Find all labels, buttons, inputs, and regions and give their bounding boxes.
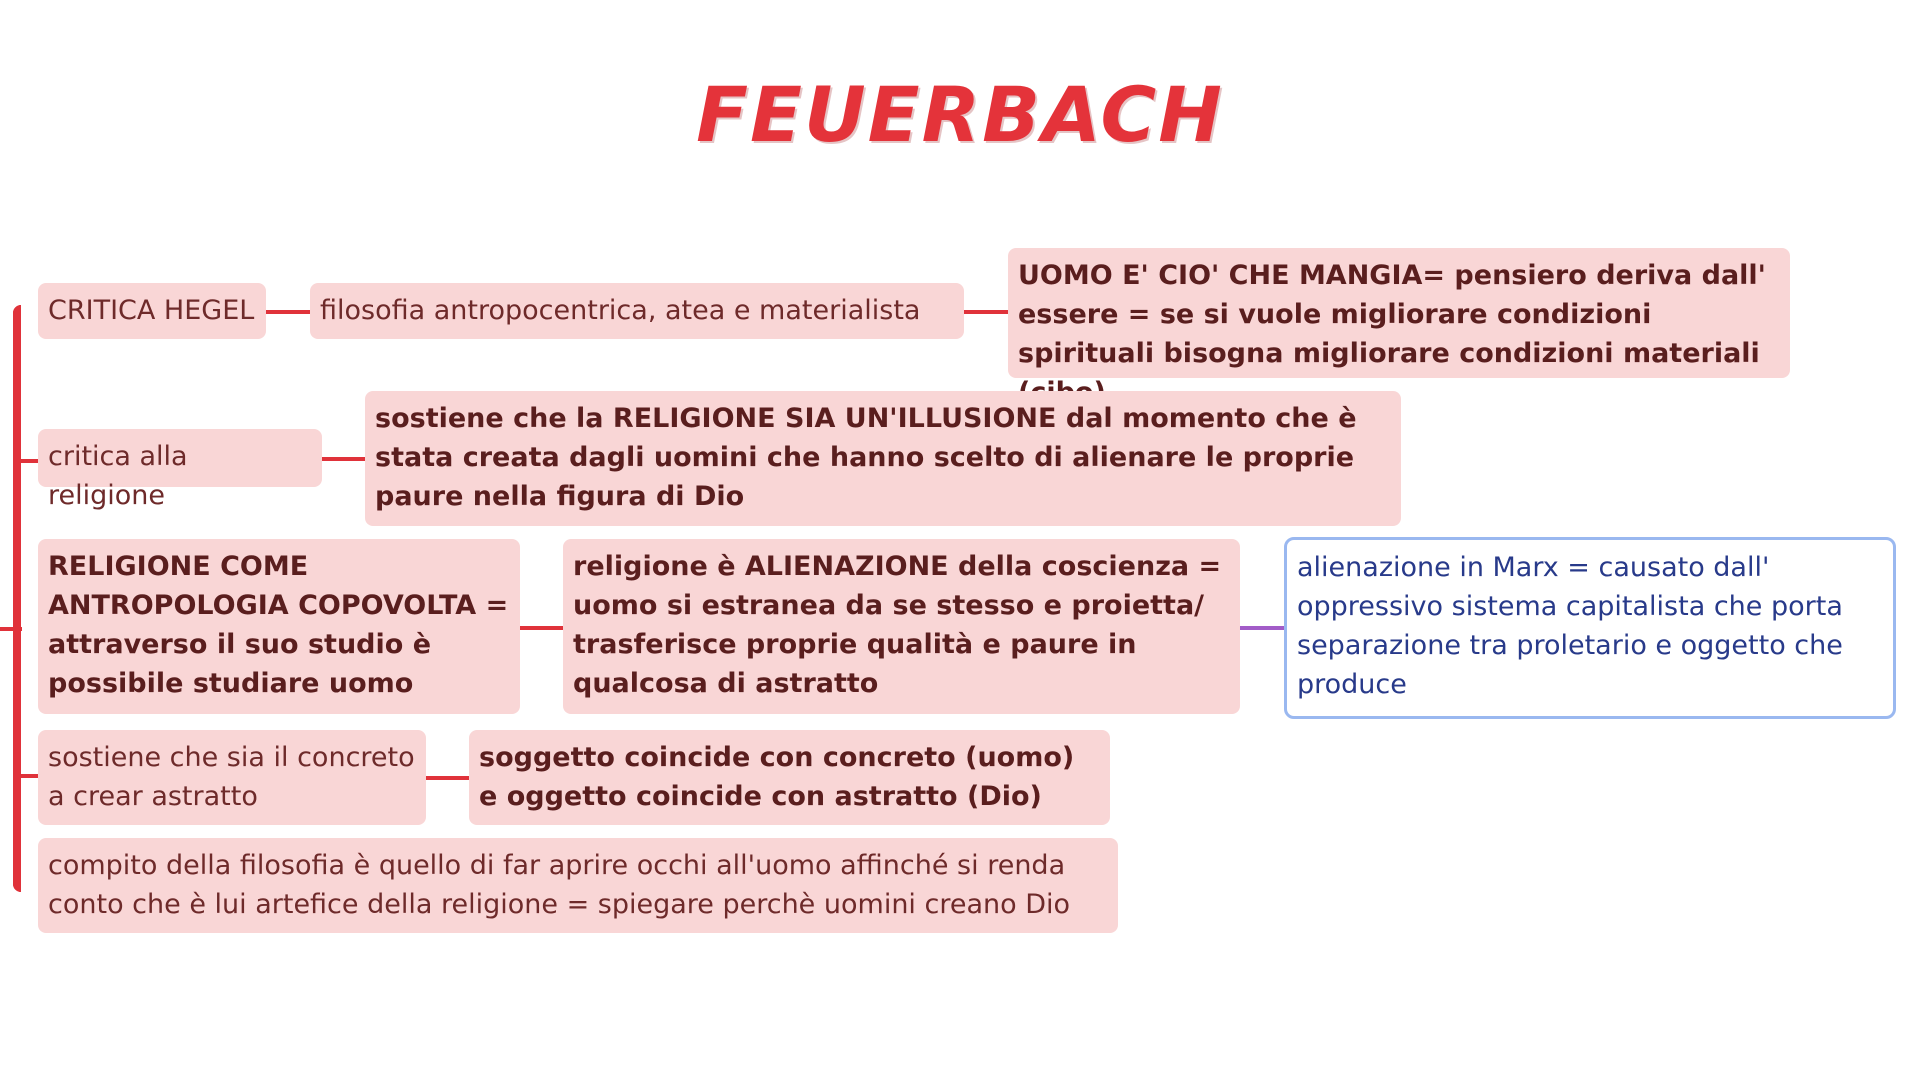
connector [520, 626, 564, 630]
connector [426, 776, 470, 780]
node-critica-religione[interactable]: critica alla religione [38, 429, 322, 487]
root-connector [0, 627, 22, 631]
node-uomo-e-cio-che-mangia[interactable]: UOMO E' CIO' CHE MANGIA= pensiero deriva dall' essere = se si vuole migliorare condizioni spirituali bisogna migliorare condizioni materiali [1008, 248, 1790, 378]
node-filosofia-antropocentrica[interactable]: filosofia antropocentrica, atea e materialista [310, 283, 964, 339]
connector [963, 310, 1009, 314]
node-alienazione-coscienza[interactable]: religione è ALIENAZIONE della coscienza = uomo si estranea da se stesso e proietta/ trasferisce proprie qualità e paure in qualcosa di astratto [563, 539, 1240, 714]
node-critica-hegel[interactable]: CRITICA HEGEL [38, 283, 266, 339]
node-alienazione-marx[interactable]: alienazione in Marx = causato dall' oppressivo sistema capitalista che porta separazione tra proletario e oggetto che produce [1284, 537, 1896, 719]
connector [266, 310, 310, 314]
branch-stub [14, 459, 38, 463]
connector [322, 457, 366, 461]
node-religione-illusione[interactable]: sostiene che la RELIGIONE SIA UN'ILLUSIONE dal momento che è stata creata dagli uomini che hanno scelto di alienare le proprie paure nella figura di Dio [365, 391, 1401, 526]
node-soggetto-oggetto[interactable]: soggetto coincide con concreto (uomo) e oggetto coincide con astratto (Dio) [469, 730, 1110, 825]
branch-stub [14, 774, 38, 778]
node-antropologia-capovolta[interactable]: RELIGIONE COME ANTROPOLOGIA COPOVOLTA = attraverso il suo studio è possibile studiare uomo [38, 539, 520, 714]
connector-marx [1240, 626, 1284, 630]
map-title: FEUERBACH [696, 70, 1224, 159]
main-branch-line [13, 305, 21, 892]
node-concreto-astratto[interactable]: sostiene che sia il concreto a crear astratto [38, 730, 426, 825]
node-compito-filosofia[interactable]: compito della filosofia è quello di far aprire occhi all'uomo affinché si renda conto che è lui artefice della religione = spiegare perchè uomini creano Dio [38, 838, 1118, 933]
